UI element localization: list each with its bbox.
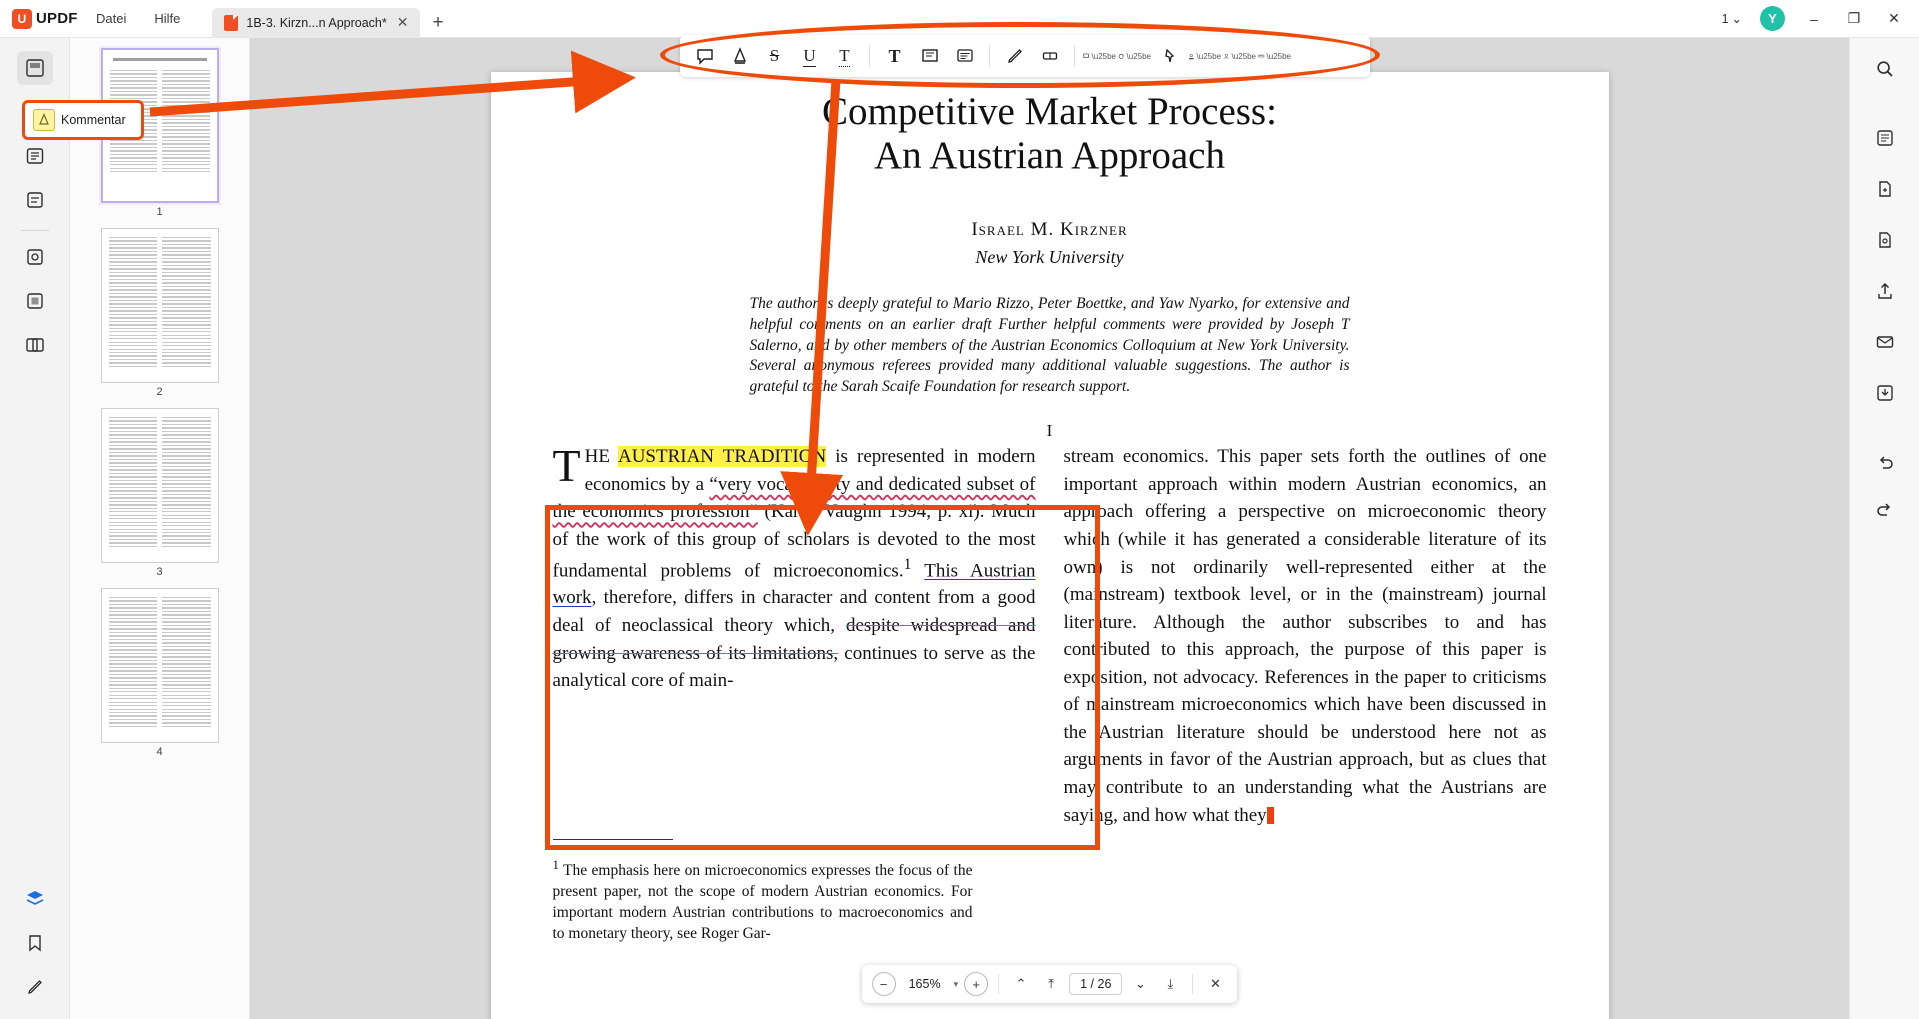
arrow-to-toolbar	[150, 80, 600, 112]
body-seg-5: continues to serve as the analytical core of main-	[552, 642, 1036, 692]
chevron-down-icon[interactable]: \u25be	[1231, 51, 1256, 61]
author-name: Israel M. Kirzner	[971, 219, 1128, 241]
zoom-dropdown-icon[interactable]: ▾	[953, 978, 959, 989]
body-seg-2: is represented in modern economics by a	[584, 446, 1036, 495]
previous-page-button[interactable]: ⌃	[1015, 976, 1027, 991]
footnote-ref[interactable]: 1	[903, 555, 912, 573]
first-page-button[interactable]: ⤒	[1048, 976, 1054, 991]
strikethrough-annotation[interactable]: despite widespread and growing awareness of its limitations,	[552, 615, 1036, 664]
underline-icon[interactable]: U	[803, 45, 816, 65]
footnote-body: The emphasis here on microeconomics expresses the focus of the present paper, not the scope of modern Austrian economics. For important modern Austrian contributions to macroeconomics and to monetary theory, see Roger Gar-	[552, 862, 973, 942]
maximize-button[interactable]: ❐	[1847, 10, 1861, 26]
kommentar-tooltip[interactable]	[22, 100, 144, 140]
text-box-icon[interactable]: T	[888, 45, 901, 66]
squiggly-underline-icon[interactable]: T	[839, 45, 850, 65]
next-page-button[interactable]: ⌄	[1134, 976, 1146, 991]
new-tab-button[interactable]: +	[432, 11, 444, 33]
drop-cap: T	[552, 440, 581, 492]
chevron-down-icon[interactable]: \u25be	[1091, 51, 1116, 61]
chevron-down-icon[interactable]: \u25be	[1126, 51, 1151, 61]
chevron-down-icon[interactable]: \u25be	[1196, 51, 1221, 61]
avatar[interactable]: Y	[1760, 6, 1785, 31]
body-seg-3: (Karen Vaughn 1994, p. xi). Much of the work of this group of scholars is devoted to the most fundamental problems of microeconomics.	[552, 501, 1036, 581]
chevron-down-icon[interactable]: \u25be	[1266, 51, 1291, 61]
zoom-out-button[interactable]: −	[872, 972, 896, 996]
chevron-down-icon: ⌄	[1731, 12, 1742, 26]
squiggly-annotation[interactable]: “very vocal, feisty and dedicated subset of the economics profession”	[552, 473, 1036, 523]
menu-datei[interactable]: Datei	[96, 11, 127, 26]
tab-title: 1B-3. Kirzn...n Approach*	[246, 15, 387, 30]
acknowledgement-note: The author is deeply grateful to Mario Rizzo, Peter Boettke, and Yaw Nyarko, for extensive and helpful comments on an earlier draft Further helpful comments were provided by Joseph T Salerno, and by other members of the Austrian Economics Colloquium at New York University. Several anonymous referees provided many additional valuable suggestions. The author is grateful to the Sarah Scaife Foundation for research support.	[749, 295, 1350, 395]
right-column-text: stream economics. This paper sets forth the outlines of one important approach within modern Austrian economics, an approach offering a perspective on microeconomic theory which (while it has generated a considerable literature of its own) is not ordinarily well-represented either at the (mainstream) textbook level, or in the (mainstream) journal literature. Although the author subscribes to and has contributed to this approach, the purpose of this paper is exposition, not advocacy. References in the paper to criticisms of mainstream microeconomics which have been discussed in the Austrian literature should be understood here not as arguments in favor of the Austrian approach, but as clues that may contribute to an understanding what the Austrians are saying, and how what they	[1063, 446, 1547, 826]
app-name: UPDF	[36, 10, 78, 27]
zoom-in-button[interactable]: +	[964, 972, 988, 996]
underline-annotation[interactable]: This Austrian work	[552, 559, 1036, 609]
logo-mark-icon: U	[12, 9, 32, 29]
minimize-button[interactable]: –	[1810, 10, 1818, 27]
page-indicator[interactable]: 1 / 26	[1069, 973, 1122, 995]
section-number: I	[1046, 421, 1053, 441]
strikethrough-icon[interactable]: S	[769, 46, 780, 65]
author-affiliation: New York University	[975, 247, 1124, 268]
title-line-1: Competitive Market Process:	[822, 90, 1277, 133]
arrow-to-text	[810, 80, 836, 500]
thumbnail-number: 3	[156, 566, 163, 578]
highlight-annotation[interactable]: AUSTRIAN TRADITION	[617, 446, 827, 468]
zoom-level[interactable]: 165%	[908, 977, 941, 991]
body-seg-4: , therefore, differs in character and content from a good deal of neoclassical theory which,	[552, 587, 1036, 636]
thumbnail-number: 2	[156, 386, 163, 398]
footnote-marker: 1	[552, 857, 559, 873]
thumbnail-number: 1	[156, 206, 163, 218]
close-window-button[interactable]: ✕	[1888, 10, 1900, 26]
close-icon[interactable]: ✕	[396, 14, 409, 30]
comment-tool-icon	[33, 109, 55, 131]
body-seg-1: HE	[584, 446, 618, 468]
page-chip-value: 1	[1721, 11, 1729, 26]
tooltip-label: Kommentar	[61, 113, 126, 127]
last-page-button[interactable]: ⤓	[1167, 976, 1174, 991]
menu-hilfe[interactable]: Hilfe	[154, 11, 181, 26]
thumbnail-number: 4	[156, 746, 163, 758]
title-line-2: An Austrian Approach	[874, 133, 1225, 177]
close-pagebar-button[interactable]: ✕	[1209, 976, 1221, 991]
